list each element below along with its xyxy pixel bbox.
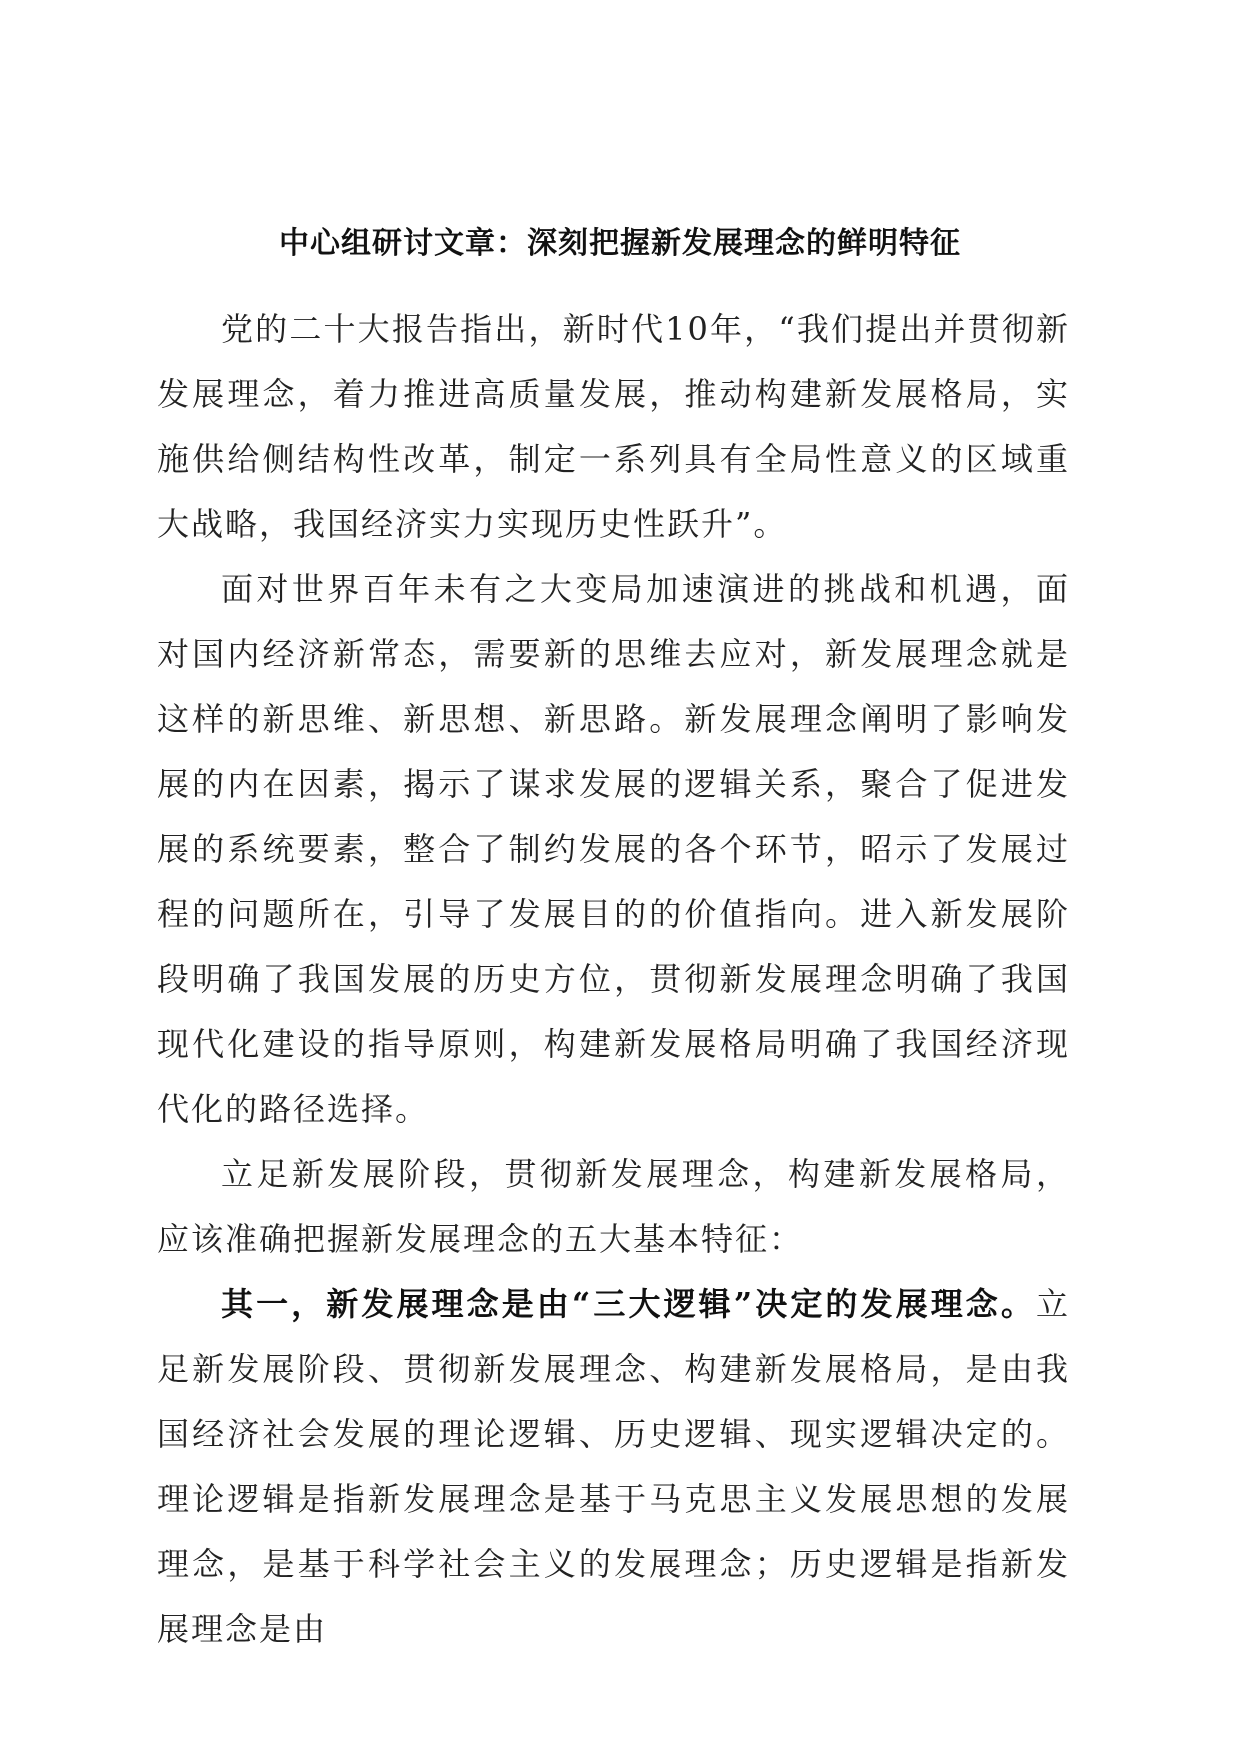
paragraph-4 xyxy=(157,1272,1070,1662)
paragraph-4-lead: 其一，新发展理念是由“三大逻辑”决定的发展理念。 xyxy=(221,1285,1036,1323)
paragraph-2 xyxy=(157,557,1070,1142)
paragraph-4-text: 立足新发展阶段、贯彻新发展理念、构建新发展格局，是由我国经济社会发展的理论逻辑、历史逻辑、现实逻辑决定的。理论逻辑是指新发展理念是基于马克思主义发展思想的发展理念，是基于科学社会主义的发展理念；历史逻辑是指新发展理念是由 xyxy=(157,1285,1070,1648)
page-title: 中心组研讨文章：深刻把握新发展理念的鲜明特征 xyxy=(279,226,961,261)
paragraph-3 xyxy=(157,1142,1070,1272)
paragraph-2-text: 面对世界百年未有之大变局加速演进的挑战和机遇，面对国内经济新常态，需要新的思维去应对，新发展理念就是这样的新思维、新思想、新思路。新发展理念阐明了影响发展的内在因素，揭示了谋求发展的逻辑关系，聚合了促进发展的系统要素，整合了制约发展的各个环节，昭示了发展过程的问题所在，引导了发展目的的价值指向。进入新发展阶段明确了我国发展的历史方位，贯彻新发展理念明确了我国现代化建设的指导原则，构建新发展格局明确了我国经济现代化的路径选择。 xyxy=(157,570,1070,1128)
paragraph-1-text: 党的二十大报告指出，新时代10年，“我们提出并贯彻新发展理念，着力推进高质量发展，推动构建新发展格局，实施供给侧结构性改革，制定一系列具有全局性意义的区域重大战略，我国经济实力实现历史性跃升”。 xyxy=(157,310,1070,543)
paragraph-1 xyxy=(157,297,1070,557)
article-body xyxy=(157,297,1070,1662)
paragraph-3-text: 立足新发展阶段，贯彻新发展理念，构建新发展格局，应该准确把握新发展理念的五大基本特征： xyxy=(157,1155,1070,1258)
